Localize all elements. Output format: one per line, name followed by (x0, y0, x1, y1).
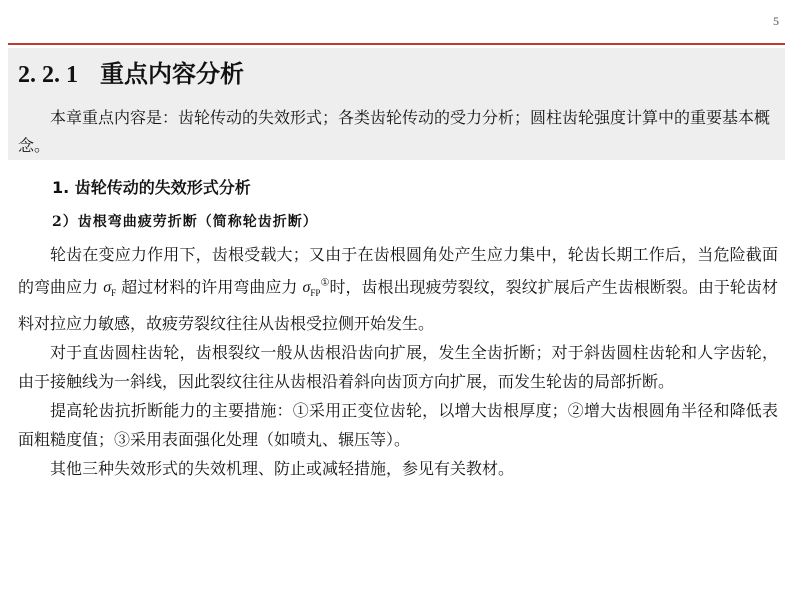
paragraph-3: 提高轮齿抗折断能力的主要措施：①采用正变位齿轮，以增大齿根厚度；②增大齿根圆角半径和降低表面粗糙度值；③采用表面强化处理（如喷丸、辗压等）。 (18, 400, 778, 449)
item-heading: 2）齿根弯曲疲劳折断（简称轮齿折断） (52, 214, 318, 230)
paragraph-4: 其他三种失效形式的失效机理、防止或减轻措施，参见有关教材。 (50, 458, 515, 478)
symbol-sigma-f: $\sigma_F$ (103, 279, 117, 299)
section-title (18, 56, 244, 93)
footnote-marker: ① (320, 278, 330, 289)
top-divider (8, 43, 785, 45)
paragraph-2: 对于直齿圆柱齿轮，齿根裂纹一般从齿根沿齿向扩展，发生全齿折断；对于斜齿圆柱齿轮和人字齿轮，由于接触线为一斜线，因此裂纹往往从齿根沿着斜向齿顶方向扩展，而发生轮齿的局部折断。 (18, 342, 778, 391)
page-number: 5 (773, 14, 779, 28)
intro-paragraph: 本章重点内容是：齿轮传动的失效形式；各类齿轮传动的受力分析；圆柱齿轮强度计算中的重要基本概念。 (18, 108, 771, 155)
paragraph-1: 轮齿在变应力作用下，齿根受载大；又由于在齿根圆角处产生应力集中，轮齿长期工作后，当危险截面的弯曲应力 $\sigma_F$ 超过材料的许用弯曲应力 $\sigma_{FP}^①$时，齿根出现疲劳裂纹，裂纹扩展后产生齿根断裂。由于轮齿材料对拉应力敏感，故疲劳裂纹往往从齿根受拉侧开始发生。 (18, 245, 778, 333)
body-text (18, 240, 778, 483)
symbol-sigma-fp: $\sigma_{FP}^①$ (302, 278, 330, 299)
section-title-text: 重点内容分析 (100, 60, 244, 88)
subsection-heading: 1. 齿轮传动的失效形式分析 (52, 178, 251, 197)
section-number: 2. 2. 1 (18, 62, 78, 88)
